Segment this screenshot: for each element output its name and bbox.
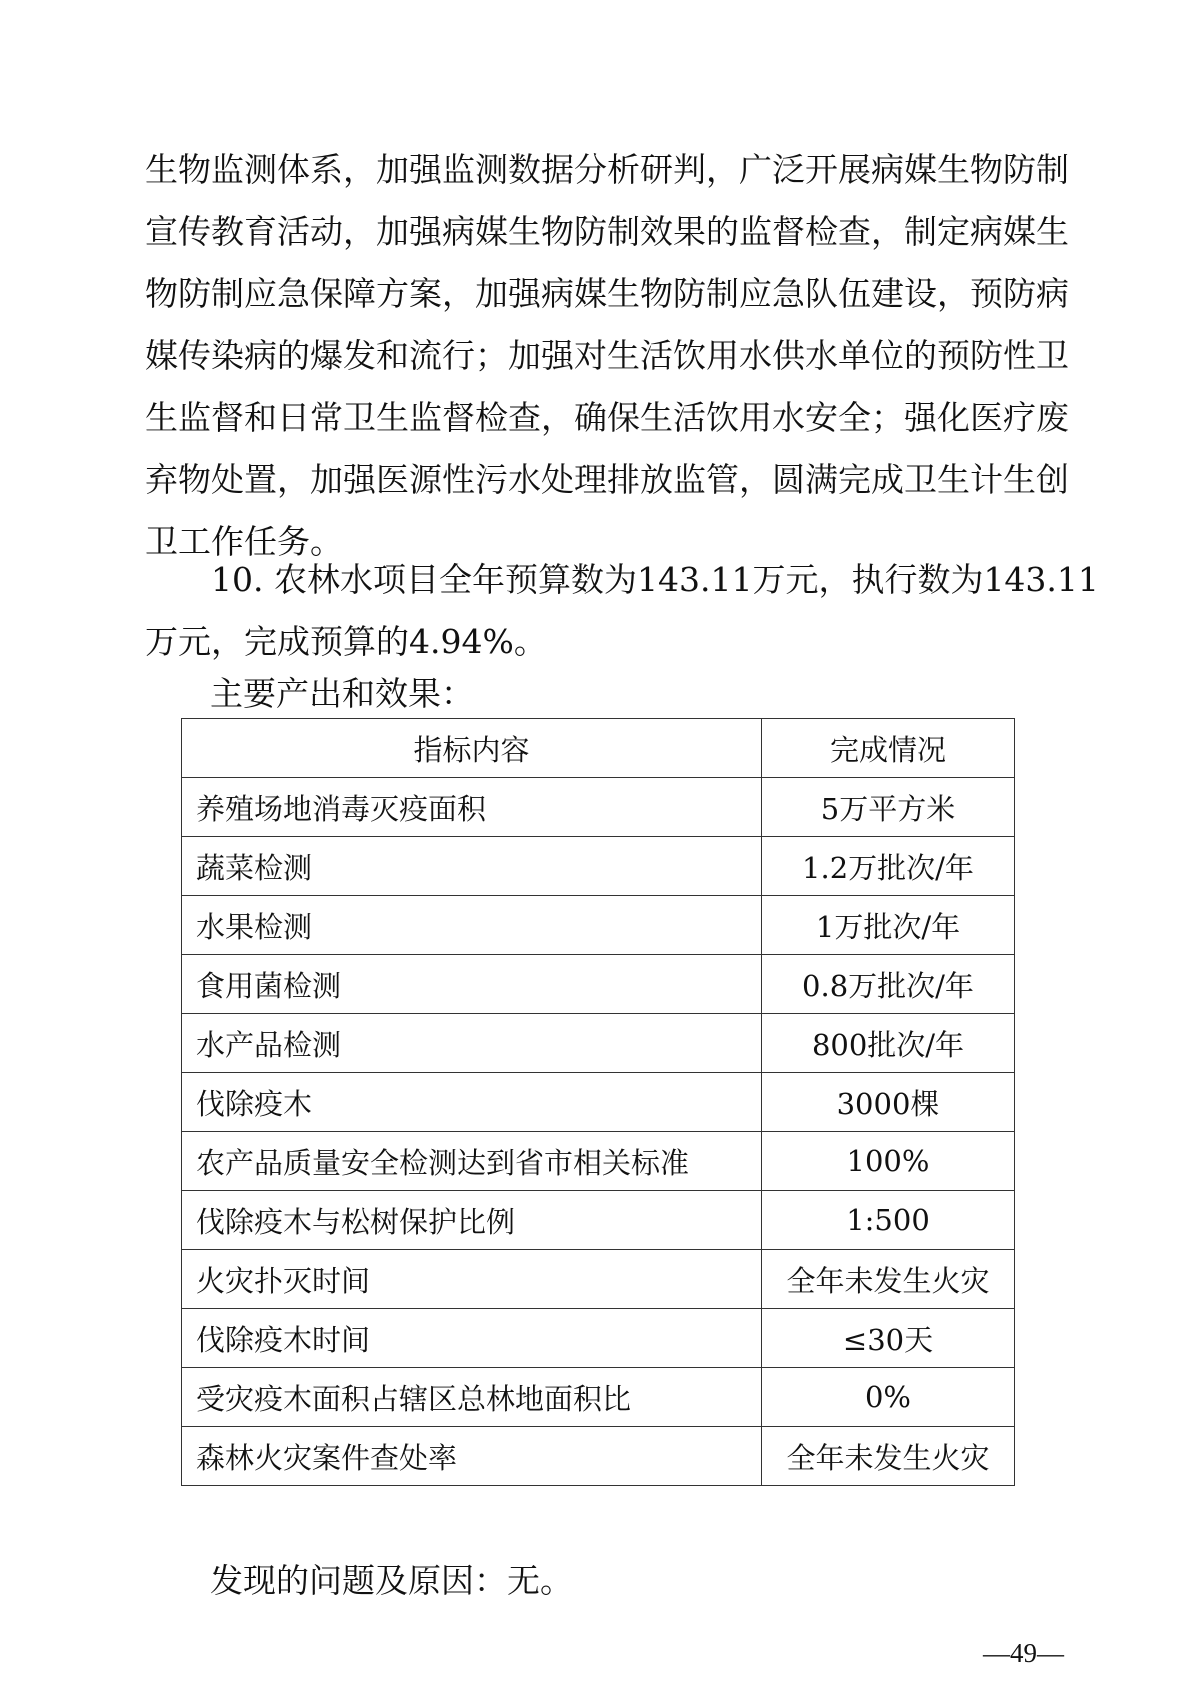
indicator-cell: 食用菌检测 <box>182 955 762 1014</box>
indicator-cell: 火灾扑灭时间 <box>182 1250 762 1309</box>
table-row <box>182 1309 1015 1368</box>
header-indicator: 指标内容 <box>182 719 762 778</box>
outputs-table <box>181 718 1015 1486</box>
table-row <box>182 1250 1015 1309</box>
status-cell: 全年未发生火灾 <box>762 1250 1015 1309</box>
text-line: 10. 农林水项目全年预算数为143.11万元，执行数为143.11 <box>211 560 1099 599</box>
status-cell: 0.8万批次/年 <box>762 955 1015 1014</box>
status-cell: 1:500 <box>762 1191 1015 1250</box>
page-number: —49— <box>983 1638 1064 1668</box>
paragraph-agriculture-budget <box>145 549 1099 673</box>
table-row <box>182 1073 1015 1132</box>
indicator-cell: 伐除疫木与松树保护比例 <box>182 1191 762 1250</box>
table-row <box>182 1191 1015 1250</box>
text-line: 卫工作任务。 <box>145 522 343 561</box>
indicator-cell: 伐除疫木 <box>182 1073 762 1132</box>
text-line: 生物监测体系，加强监测数据分析研判，广泛开展病媒生物防制 <box>145 150 1069 189</box>
text-line: 万元，完成预算的4.94%。 <box>145 622 547 661</box>
outputs-heading: 主要产出和效果： <box>210 674 474 713</box>
indicator-cell: 蔬菜检测 <box>182 837 762 896</box>
status-cell: 0% <box>762 1368 1015 1427</box>
table-row <box>182 955 1015 1014</box>
status-cell: 800批次/年 <box>762 1014 1015 1073</box>
status-cell: ≤30天 <box>762 1309 1015 1368</box>
status-cell: 100% <box>762 1132 1015 1191</box>
status-cell: 5万平方米 <box>762 778 1015 837</box>
table-row <box>182 1368 1015 1427</box>
paragraph-public-health <box>145 139 1069 573</box>
table-row <box>182 1014 1015 1073</box>
table-row <box>182 837 1015 896</box>
text-line: 物防制应急保障方案，加强病媒生物防制应急队伍建设，预防病 <box>145 274 1069 313</box>
indicator-cell: 伐除疫木时间 <box>182 1309 762 1368</box>
status-cell: 全年未发生火灾 <box>762 1427 1015 1486</box>
text-line: 弃物处置，加强医源性污水处理排放监管，圆满完成卫生计生创 <box>145 460 1069 499</box>
text-line: 生监督和日常卫生监督检查，确保生活饮用水安全；强化医疗废 <box>145 398 1069 437</box>
indicator-cell: 受灾疫木面积占辖区总林地面积比 <box>182 1368 762 1427</box>
table-row <box>182 1132 1015 1191</box>
indicator-cell: 水果检测 <box>182 896 762 955</box>
indicator-cell: 水产品检测 <box>182 1014 762 1073</box>
table-header-row <box>182 719 1015 778</box>
status-cell: 1万批次/年 <box>762 896 1015 955</box>
header-status: 完成情况 <box>762 719 1015 778</box>
status-cell: 1.2万批次/年 <box>762 837 1015 896</box>
indicator-cell: 养殖场地消毒灭疫面积 <box>182 778 762 837</box>
table-row <box>182 778 1015 837</box>
text-line: 宣传教育活动，加强病媒生物防制效果的监督检查，制定病媒生 <box>145 212 1069 251</box>
status-cell: 3000棵 <box>762 1073 1015 1132</box>
indicator-cell: 森林火灾案件查处率 <box>182 1427 762 1486</box>
table-row <box>182 1427 1015 1486</box>
text-line: 媒传染病的爆发和流行；加强对生活饮用水供水单位的预防性卫 <box>145 336 1069 375</box>
problems-statement: 发现的问题及原因：无。 <box>210 1561 573 1600</box>
indicator-cell: 农产品质量安全检测达到省市相关标准 <box>182 1132 762 1191</box>
table-row <box>182 896 1015 955</box>
